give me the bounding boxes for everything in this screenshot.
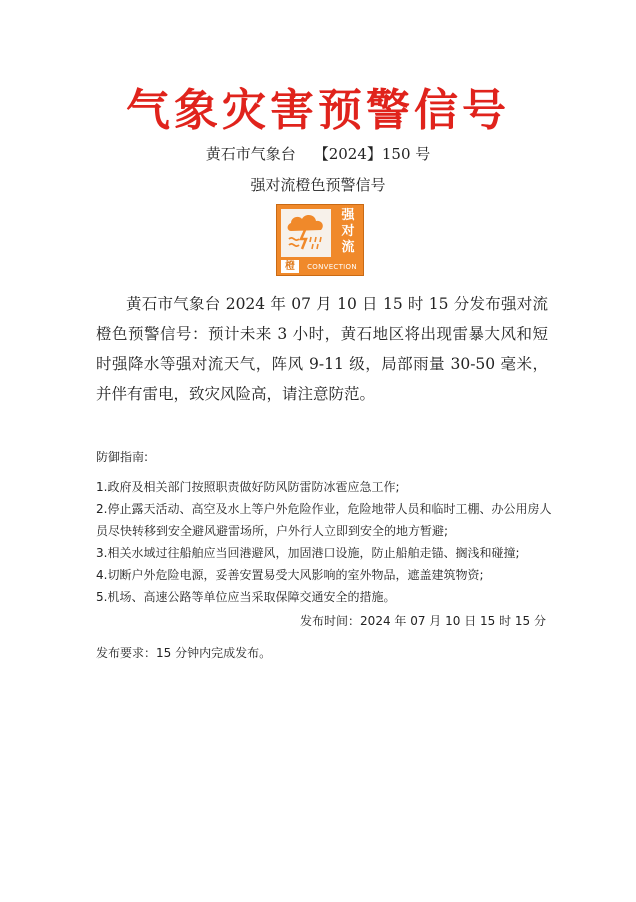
- guide-item: 4.切断户外危险电源，妥善安置易受大风影响的室外物品，遮盖建筑物资;: [96, 568, 484, 582]
- signal-char: 流: [341, 240, 355, 255]
- release-time: 发布时间：2024 年 07 月 10 日 15 时 15 分: [300, 614, 546, 628]
- storm-cloud-icon: [281, 209, 331, 257]
- guide-item: 2.停止露天活动、高空及水上等户外危险作业，危险地带人员和临时工棚、办公用房人员尽快转移到安全避风避雷场所，户外行人立即到安全的地方暂避;: [96, 502, 552, 538]
- guide-item: 3.相关水域过往船舶应当回港避风，加固港口设施，防止船舶走锚、搁浅和碰撞;: [96, 546, 520, 560]
- signal-subtitle: 强对流橙色预警信号: [250, 176, 386, 194]
- guide-item: 5.机场、高速公路等单位应当采取保障交通安全的措施。: [96, 590, 396, 604]
- signal-type-text: [334, 208, 362, 256]
- guide-heading: 防御指南:: [96, 450, 149, 464]
- guide-item: 1.政府及相关部门按照职责做好防风防雷防冰雹应急工作;: [96, 480, 400, 494]
- document-title: 气象灾害预警信号: [126, 85, 510, 136]
- guide-list: [96, 476, 556, 608]
- level-badge: 橙: [281, 260, 299, 273]
- signal-char: 强: [341, 208, 355, 223]
- issue-number: 【2024】150 号: [313, 145, 431, 163]
- issuer-station: 黄石市气象台: [205, 145, 296, 163]
- release-requirement: 发布要求：15 分钟内完成发布。: [96, 646, 272, 660]
- english-label: CONVECTION: [307, 263, 357, 271]
- issuer-line: [0, 143, 636, 164]
- signal-char: 对: [341, 224, 355, 239]
- warning-body: 黄石市气象台 2024 年 07 月 10 日 15 时 15 分发布强对流橙色预警信号：预计未来 3 小时，黄石地区将出现雷暴大风和短时强降水等强对流天气，阵风 9-11 级，局部雨量 30-50 毫米，并伴有雷电，致灾风险高，请注意防范。: [96, 295, 548, 403]
- orange-convection-warning-icon: [276, 204, 364, 276]
